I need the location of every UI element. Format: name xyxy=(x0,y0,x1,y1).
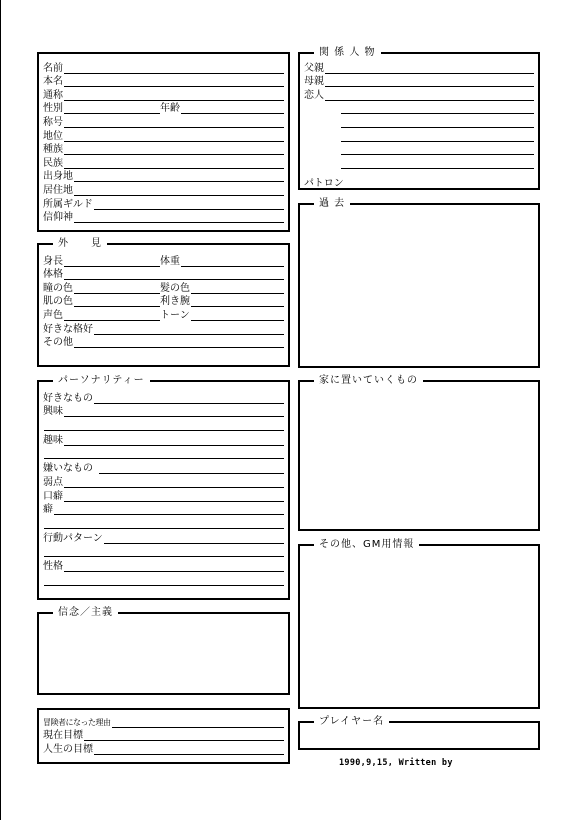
gender-age-row xyxy=(43,101,284,115)
current-goal-line[interactable] xyxy=(84,730,284,741)
reason-line[interactable] xyxy=(112,717,285,728)
interest-extra-row xyxy=(43,417,284,431)
home-items-title-bar xyxy=(300,374,538,388)
habit-row xyxy=(43,502,284,516)
past-box[interactable] xyxy=(298,198,540,368)
character-row xyxy=(43,557,284,572)
life-goal-label: 人生の目標 xyxy=(43,743,93,755)
character-extra-row xyxy=(43,572,284,586)
relation-extra-line[interactable] xyxy=(341,158,534,169)
name-row xyxy=(43,60,284,74)
eye-hair-row xyxy=(43,280,284,294)
lover-line[interactable] xyxy=(325,90,534,101)
favorite-outfit-row xyxy=(43,321,284,335)
relation-extra-row xyxy=(340,128,534,142)
page-edge xyxy=(0,0,1,820)
title-line[interactable] xyxy=(64,117,284,128)
appearance-other-row xyxy=(43,335,284,349)
dominant-hand-label: 利き腕 xyxy=(160,296,190,308)
hobby-row xyxy=(43,431,284,446)
residence-row xyxy=(43,182,284,196)
hobby-extra-line[interactable] xyxy=(44,448,284,459)
hair-color-line[interactable] xyxy=(191,283,284,294)
status-label: 地位 xyxy=(43,130,63,142)
weakness-line[interactable] xyxy=(64,477,284,488)
relation-extra-line[interactable] xyxy=(341,144,534,155)
interest-row xyxy=(43,404,284,418)
life-goal-line[interactable] xyxy=(94,744,284,755)
alias-label: 通称 xyxy=(43,89,63,101)
voice-tone-row xyxy=(43,307,284,321)
eye-color-line[interactable] xyxy=(74,283,160,294)
patron-row xyxy=(304,169,534,189)
past-title-bar xyxy=(300,197,538,211)
weakness-label: 弱点 xyxy=(43,476,63,488)
skin-hand-row xyxy=(43,294,284,308)
gender-line[interactable] xyxy=(64,103,160,114)
dislikes-row xyxy=(43,459,284,474)
relations-title-bar xyxy=(300,46,538,60)
mother-label: 母親 xyxy=(304,76,324,88)
residence-line[interactable] xyxy=(74,185,284,196)
lover-row xyxy=(304,87,534,101)
belief-title-bar xyxy=(39,606,288,620)
relation-extra-line[interactable] xyxy=(341,131,534,142)
deity-line[interactable] xyxy=(74,212,284,223)
relation-extra-row xyxy=(340,114,534,128)
eye-color-label: 瞳の色 xyxy=(43,282,73,294)
credit-text: 1990,9,15, Written by xyxy=(339,758,453,768)
habit-label: 癖 xyxy=(43,504,53,516)
tone-line[interactable] xyxy=(191,310,284,321)
weakness-row xyxy=(43,474,284,488)
title-row xyxy=(43,114,284,128)
voice-line[interactable] xyxy=(64,310,160,321)
voice-label: 声色 xyxy=(43,309,63,321)
past-title: 過 去 xyxy=(314,197,350,211)
character-line[interactable] xyxy=(64,561,284,572)
ethnicity-row xyxy=(43,155,284,169)
likes-line[interactable] xyxy=(94,393,284,404)
age-line[interactable] xyxy=(181,103,284,114)
belief-title: 信念／主義 xyxy=(53,606,118,620)
guild-row xyxy=(43,196,284,210)
personality-title-bar xyxy=(39,374,288,388)
hobby-line[interactable] xyxy=(64,435,284,446)
favorite-outfit-label: 好きな格好 xyxy=(43,323,93,335)
player-name-title-bar xyxy=(300,715,538,729)
gm-info-title: その他、GM用情報 xyxy=(314,538,419,552)
relation-extra-row xyxy=(340,101,534,115)
real-name-label: 本名 xyxy=(43,76,63,88)
appearance-title-bar xyxy=(39,237,288,251)
player-name-title: プレイヤー名 xyxy=(314,715,389,729)
personality-box xyxy=(37,375,290,600)
relation-extra-line[interactable] xyxy=(341,117,534,128)
birthplace-label: 出身地 xyxy=(43,171,73,183)
name-label: 名前 xyxy=(43,62,63,74)
life-goal-row xyxy=(43,741,284,755)
alias-row xyxy=(43,87,284,101)
relations-title: 関 係 人 物 xyxy=(314,46,381,60)
behavior-label: 行動パターン xyxy=(43,532,103,544)
race-row xyxy=(43,142,284,156)
weight-line[interactable] xyxy=(181,256,284,267)
behavior-extra-row xyxy=(43,544,284,558)
appearance-extra-line[interactable] xyxy=(44,355,284,366)
appearance-box xyxy=(37,238,290,367)
dislikes-label: 嫌いなもの xyxy=(43,463,93,475)
status-line[interactable] xyxy=(64,131,284,142)
interest-line[interactable] xyxy=(64,406,284,417)
likes-row xyxy=(43,390,284,404)
relation-extra-line[interactable] xyxy=(341,103,534,114)
character-label: 性格 xyxy=(43,561,63,573)
basic-info-box xyxy=(37,52,290,232)
hobby-extra-row xyxy=(43,446,284,460)
build-line[interactable] xyxy=(64,269,284,280)
real-name-row xyxy=(43,74,284,88)
father-row xyxy=(304,60,534,74)
catchphrase-label: 口癖 xyxy=(43,490,63,502)
build-label: 体格 xyxy=(43,269,63,281)
dislikes-line[interactable] xyxy=(99,463,284,474)
favorite-outfit-line[interactable] xyxy=(94,324,284,335)
current-goal-label: 現在目標 xyxy=(43,730,83,742)
gm-info-title-bar xyxy=(300,538,538,552)
mother-row xyxy=(304,74,534,88)
build-row xyxy=(43,267,284,281)
race-label: 種族 xyxy=(43,144,63,156)
gender-label: 性別 xyxy=(43,103,63,115)
interest-label: 興味 xyxy=(43,406,63,418)
behavior-line[interactable] xyxy=(104,533,284,544)
height-weight-row xyxy=(43,253,284,267)
skin-color-line[interactable] xyxy=(74,296,160,307)
appearance-other-line[interactable] xyxy=(74,337,284,348)
appearance-other-label: その他 xyxy=(43,337,73,349)
catchphrase-line[interactable] xyxy=(64,491,284,502)
father-line[interactable] xyxy=(325,63,534,74)
behavior-extra-line[interactable] xyxy=(44,546,284,557)
height-label: 身長 xyxy=(43,255,63,267)
catchphrase-row xyxy=(43,488,284,502)
name-line[interactable] xyxy=(64,63,284,74)
gm-info-box[interactable] xyxy=(298,539,540,709)
weight-label: 体重 xyxy=(160,255,180,267)
mother-line[interactable] xyxy=(325,76,534,87)
home-items-box[interactable] xyxy=(298,375,540,531)
player-name-box[interactable] xyxy=(298,716,540,750)
appearance-title: 外 見 xyxy=(53,237,107,251)
belief-box[interactable] xyxy=(37,607,290,695)
behavior-row xyxy=(43,529,284,544)
tone-label: トーン xyxy=(160,309,190,321)
alias-line[interactable] xyxy=(64,90,284,101)
age-label: 年齢 xyxy=(160,103,180,115)
race-line[interactable] xyxy=(64,144,284,155)
habit-line[interactable] xyxy=(54,504,284,515)
deity-label: 信仰神 xyxy=(43,212,73,224)
guild-label: 所属ギルド xyxy=(43,198,93,210)
ethnicity-label: 民族 xyxy=(43,157,63,169)
character-extra-line[interactable] xyxy=(44,575,284,586)
personality-title: パーソナリティー xyxy=(53,374,150,388)
lover-label: 恋人 xyxy=(304,89,324,101)
father-label: 父親 xyxy=(304,62,324,74)
habit-extra-row xyxy=(43,515,284,529)
guild-line[interactable] xyxy=(94,199,284,210)
relation-extra-row xyxy=(340,142,534,156)
likes-label: 好きなもの xyxy=(43,392,93,404)
hair-color-label: 髪の色 xyxy=(160,282,190,294)
home-items-title: 家に置いていくもの xyxy=(314,374,423,388)
height-line[interactable] xyxy=(64,256,160,267)
patron-label: パトロン xyxy=(304,177,344,189)
skin-color-label: 肌の色 xyxy=(43,296,73,308)
status-row xyxy=(43,128,284,142)
birthplace-row xyxy=(43,169,284,183)
birthplace-line[interactable] xyxy=(74,171,284,182)
reason-label: 冒険者になった理由 xyxy=(43,717,111,727)
reason-row xyxy=(43,714,284,728)
habit-extra-line[interactable] xyxy=(44,518,284,529)
interest-extra-line[interactable] xyxy=(44,420,284,431)
residence-label: 居住地 xyxy=(43,184,73,196)
ethnicity-line[interactable] xyxy=(64,158,284,169)
hobby-label: 趣味 xyxy=(43,434,63,446)
relations-box xyxy=(298,47,540,190)
relation-extra-row xyxy=(340,155,534,169)
dominant-hand-line[interactable] xyxy=(191,296,284,307)
goals-box xyxy=(37,708,290,764)
appearance-extra-row xyxy=(43,348,284,366)
deity-row xyxy=(43,210,284,224)
real-name-line[interactable] xyxy=(64,76,284,87)
title-label: 称号 xyxy=(43,116,63,128)
current-goal-row xyxy=(43,728,284,742)
